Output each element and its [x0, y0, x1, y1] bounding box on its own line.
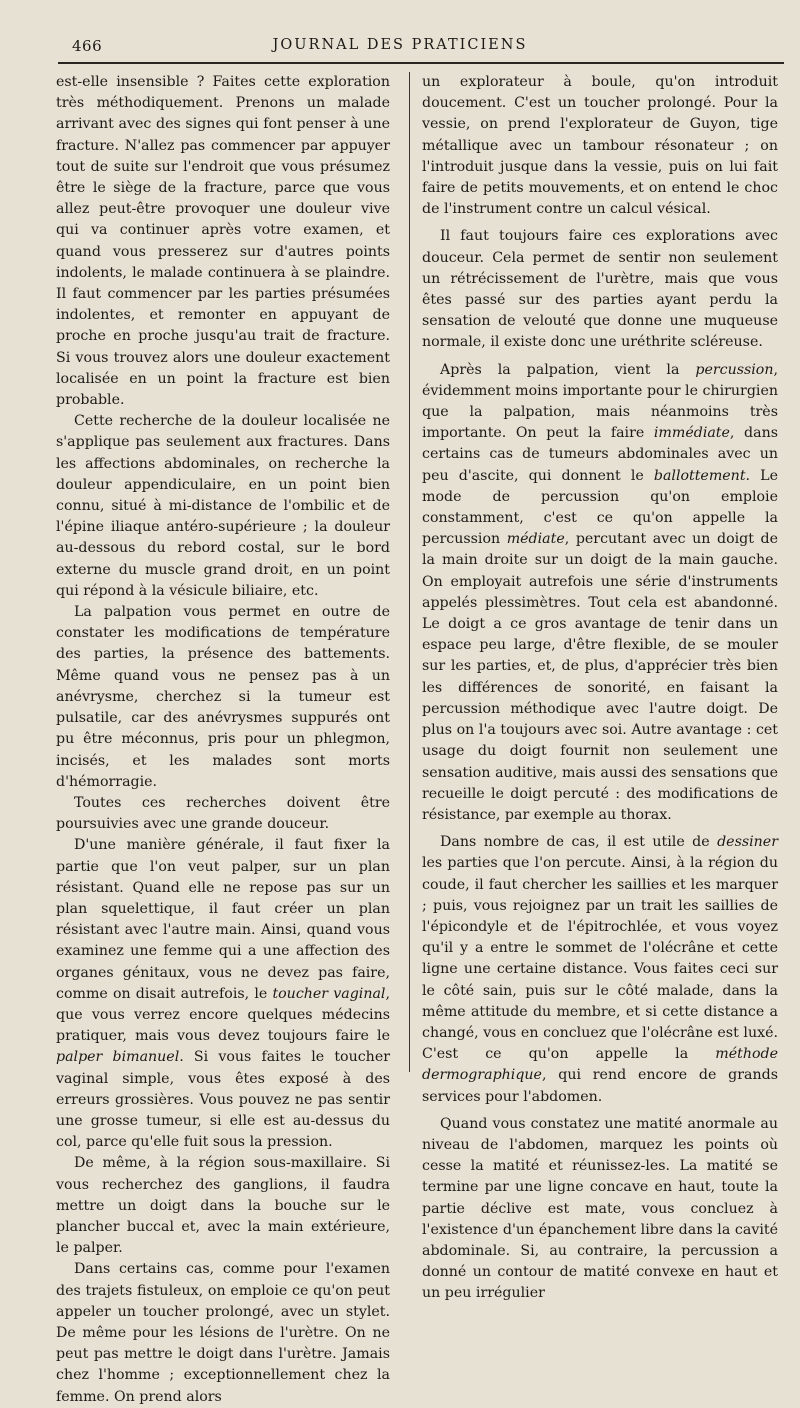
paragraph: La palpation vous permet en outre de constater les modifications de température des parties, la présence des battements. Même quand vous ne pensez pas à un anévrysme, cherchez si la tumeur est pulsatile, car des anévrysmes suppurés ont pu être méconnus, pris pour un phlegmon, incisés, et les malades sont morts d'hémorragie.	[56, 604, 390, 790]
paragraph	[56, 835, 390, 1153]
text-run: , percutant avec un doigt de la main droite sur un doigt de la main gauche. On employait autrefois une série d'instruments appelés plessimètres. Tout cela est abandonné. Le doigt a ce gros avantage de tenir dans un espace peu large, d'être flexible, de se mouler sur les parties, et, de plus, d'apprécier très bien les différences de sonorité, en faisant la percussion méthodique avec l'autre doigt. De plus on l'a toujours avec soi. Autre avantage : cet usage du doigt fournit non seulement une sensation auditive, mais aussi des sensations que recueille le doigt percuté : des modifications de résistance, par exemple au thorax.	[422, 531, 778, 823]
page-number: 466	[72, 37, 103, 55]
text-run: , qui rend encore de grands services pour l'abdomen.	[422, 1067, 778, 1105]
text-run: , que vous verrez encore quelques médecins pratiquer, mais vous devez toujours faire le	[56, 985, 390, 1045]
column-divider	[409, 72, 410, 1072]
paragraph: Il faut toujours faire ces explorations avec douceur. Cela permet de sentir non seulement un rétrécissement de l'urètre, mais que vous êtes passé sur des parties ayant perdu la sensation de velouté que donne une muqueuse normale, il existe donc une uréthrite scléreuse.	[422, 228, 778, 351]
text-run: . Le mode de percussion qu'on emploie constamment, c'est ce qu'on appelle la percussion	[422, 467, 778, 548]
text-run: D'une manière générale, il faut fixer la partie que l'on veut palper, sur un plan résistant. Quand elle ne repose pas sur un plan squelettique, il faut créer un plan résistant avec l'autre main. Ainsi, quand vous examinez une femme qui a une affection des organes génitaux, vous ne devez pas faire, comme on disait autrefois, le	[56, 837, 390, 1002]
running-title: JOURNAL DES PRATICIENS	[272, 37, 528, 53]
text-run: les parties que l'on percute. Ainsi, à la région du coude, il faut chercher les saillies et les marquer ; puis, vous rejoignez par un trait les saillies de l'épicondyle et de l'épitrochlée, et vous voyez qu'il y a entre le sommet de l'olécrâne et cette ligne une certaine distance. Vous faites ceci sur le côté sain, puis sur le côté malade, dans la même attitude du membre, et si cette distance a changé, vous en concluez que l'olécrâne est luxé. C'est ce qu'on appelle la	[422, 855, 778, 1063]
right-column	[422, 72, 778, 1302]
italic-term: toucher vaginal	[272, 985, 386, 1002]
text-run: , évidemment moins importante pour le chirurgien que la palpation, mais néanmoins très importante. On peut la faire	[422, 361, 778, 442]
paragraph: Quand vous constatez une matité anormale au niveau de l'abdomen, marquez les points où cesse la matité et réunissez-les. La matité se termine par une ligne concave en haut, toute la partie déclive est mate, vous concluez à l'existence d'un épanchement libre dans la cavité abdominale. Si, au contraire, la percussion a donné un contour de matité convexe en haut et un peu irrégulier	[422, 1115, 778, 1302]
text-run: Dans nombre de cas, il est utile de	[440, 834, 718, 851]
italic-term: dessiner	[717, 834, 778, 851]
italic-term: palper bimanuel	[56, 1049, 180, 1066]
text-run: . Si vous faites le toucher vaginal simple, vous êtes exposé à des erreurs grossières. Vous pouvez ne pas sentir une grosse tumeur, si elle est au-dessus du col, parce qu'elle fuit sous la pression.	[56, 1049, 390, 1151]
italic-term: percussion	[695, 361, 774, 378]
paragraph: Toutes ces recherches doivent être poursuivies avec une grande douceur.	[56, 794, 390, 833]
italic-term: méthode dermographique	[422, 1046, 778, 1084]
paragraph: Dans certains cas, comme pour l'examen des trajets fistuleux, on emploie ce qu'on peut appeler un toucher prolongé, avec un stylet. De même pour les lésions de l'urètre. On ne peut pas mettre le doigt dans l'urètre. Jamais chez l'homme ; exceptionnellement chez la femme. On prend alors	[56, 1261, 390, 1405]
page-header	[0, 0, 800, 62]
paragraph: Cette recherche de la douleur localisée ne s'applique pas seulement aux fractures. Dans les affections abdominales, on recherche la douleur appendiculaire, en un point bien connu, situé à mi-distance de l'ombilic et de l'épine iliaque antéro-supérieure ; la douleur au-dessous du rebord costal, sur le bord externe du muscle grand droit, en un point qui répond à la vésicule biliaire, etc.	[56, 413, 390, 599]
paragraph: est-elle insensible ? Faites cette exploration très méthodiquement. Prenons un malade arrivant avec des signes qui font penser à une fracture. N'allez pas commencer par appuyer tout de suite sur l'endroit que vous présumez être le siège de la fracture, parce que vous allez peut-être provoquer une douleur vive qui va continuer après votre examen, et quand vous presserez sur d'autres points indolents, le malade continuera à se plaindre. Il faut commencer par les parties présumées indolentes, et remonter en appuyant de proche en proche jusqu'au trait de fracture. Si vous trouvez alors une douleur exactement localisée en un point la fracture est bien probable.	[56, 74, 390, 409]
paragraph: De même, à la région sous-maxillaire. Si vous recherchez des ganglions, il faudra mettre un doigt dans la bouche sur le plancher buccal et, avec la main extérieure, le palper.	[56, 1155, 390, 1257]
italic-term: médiate	[506, 531, 565, 548]
left-column	[56, 72, 390, 1405]
paragraph: un explorateur à boule, qu'on introduit doucement. C'est un toucher prolongé. Pour la vessie, on prend l'explorateur de Guyon, tige métallique avec un tambour résonateur ; on l'introduit jusque dans la vessie, puis on lui fait faire de petits mouvements, et on entend le choc de l'instrument contre un calcul vésical.	[422, 74, 778, 218]
paragraph	[422, 832, 778, 1108]
header-rule	[58, 62, 784, 64]
text-run: Après la palpation, vient la	[440, 361, 696, 378]
italic-term: ballottement	[653, 467, 746, 484]
text-run: , dans certains cas de tumeurs abdominales avec un peu d'ascite, qui donnent le	[422, 425, 778, 484]
paragraph	[422, 360, 778, 826]
italic-term: immédiate	[653, 425, 730, 442]
